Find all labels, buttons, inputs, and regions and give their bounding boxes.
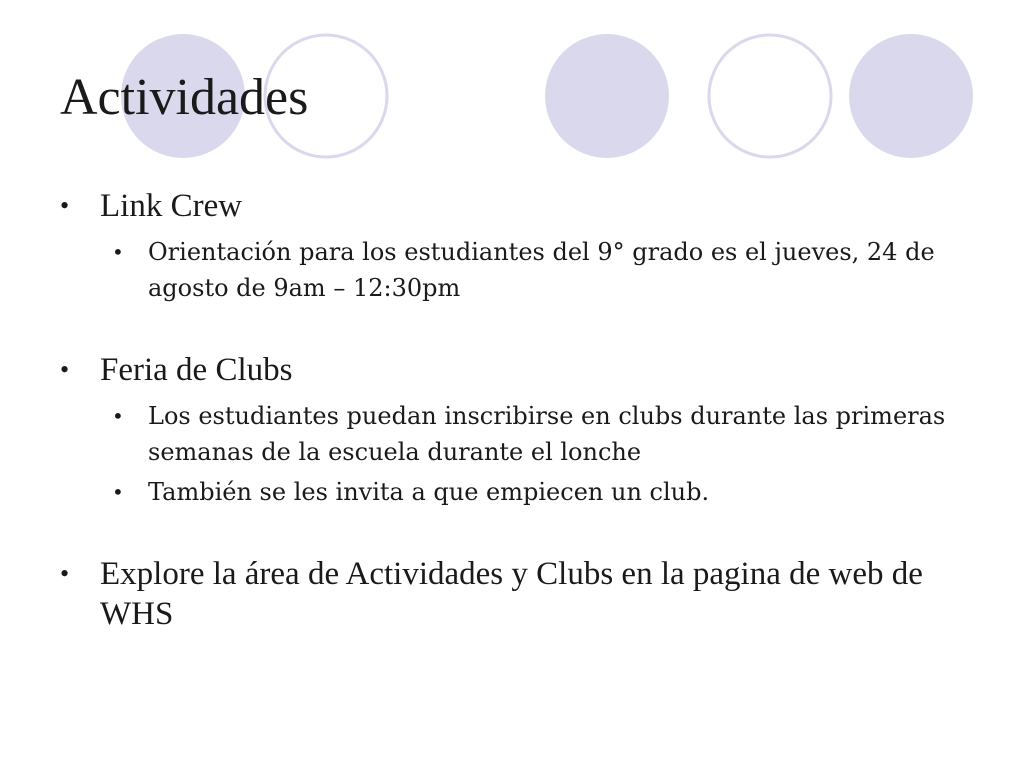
sub-bullet-inscribirse xyxy=(60,398,960,470)
slide-title: Actividades xyxy=(60,69,309,126)
sub-bullet-text: También se les invita a que empiecen un club. xyxy=(148,478,710,506)
bullet-text: Feria de Clubs xyxy=(100,352,293,388)
bullet-icon: • xyxy=(112,240,124,264)
sub-bullet-text: Los estudiantes puedan inscribirse en clubs durante las primeras semanas de la escuela durante el lonche xyxy=(148,402,946,466)
sub-bullet-text: Orientación para los estudiantes del 9° grado es el jueves, 24 de agosto de 9am – 12:30pm xyxy=(148,238,935,302)
slide-body xyxy=(60,186,960,634)
sub-bullet-orientation xyxy=(60,234,960,306)
sub-bullet-empiecen-club xyxy=(60,474,960,510)
bullet-item-feria-de-clubs xyxy=(60,350,960,390)
bullet-text: Explore la área de Actividades y Clubs en la pagina de web de WHS xyxy=(100,556,923,632)
bullet-icon: • xyxy=(60,355,70,384)
deco-circle-filled-3 xyxy=(849,34,973,158)
deco-circle-outline-2 xyxy=(709,35,831,157)
bullet-icon: • xyxy=(60,191,70,220)
bullet-item-explore xyxy=(60,554,960,634)
bullet-icon: • xyxy=(112,480,124,504)
bullet-item-link-crew xyxy=(60,186,960,226)
deco-circle-filled-2 xyxy=(545,34,669,158)
bullet-text: Link Crew xyxy=(100,188,243,224)
bullet-icon: • xyxy=(60,559,70,588)
bullet-icon: • xyxy=(112,404,124,428)
